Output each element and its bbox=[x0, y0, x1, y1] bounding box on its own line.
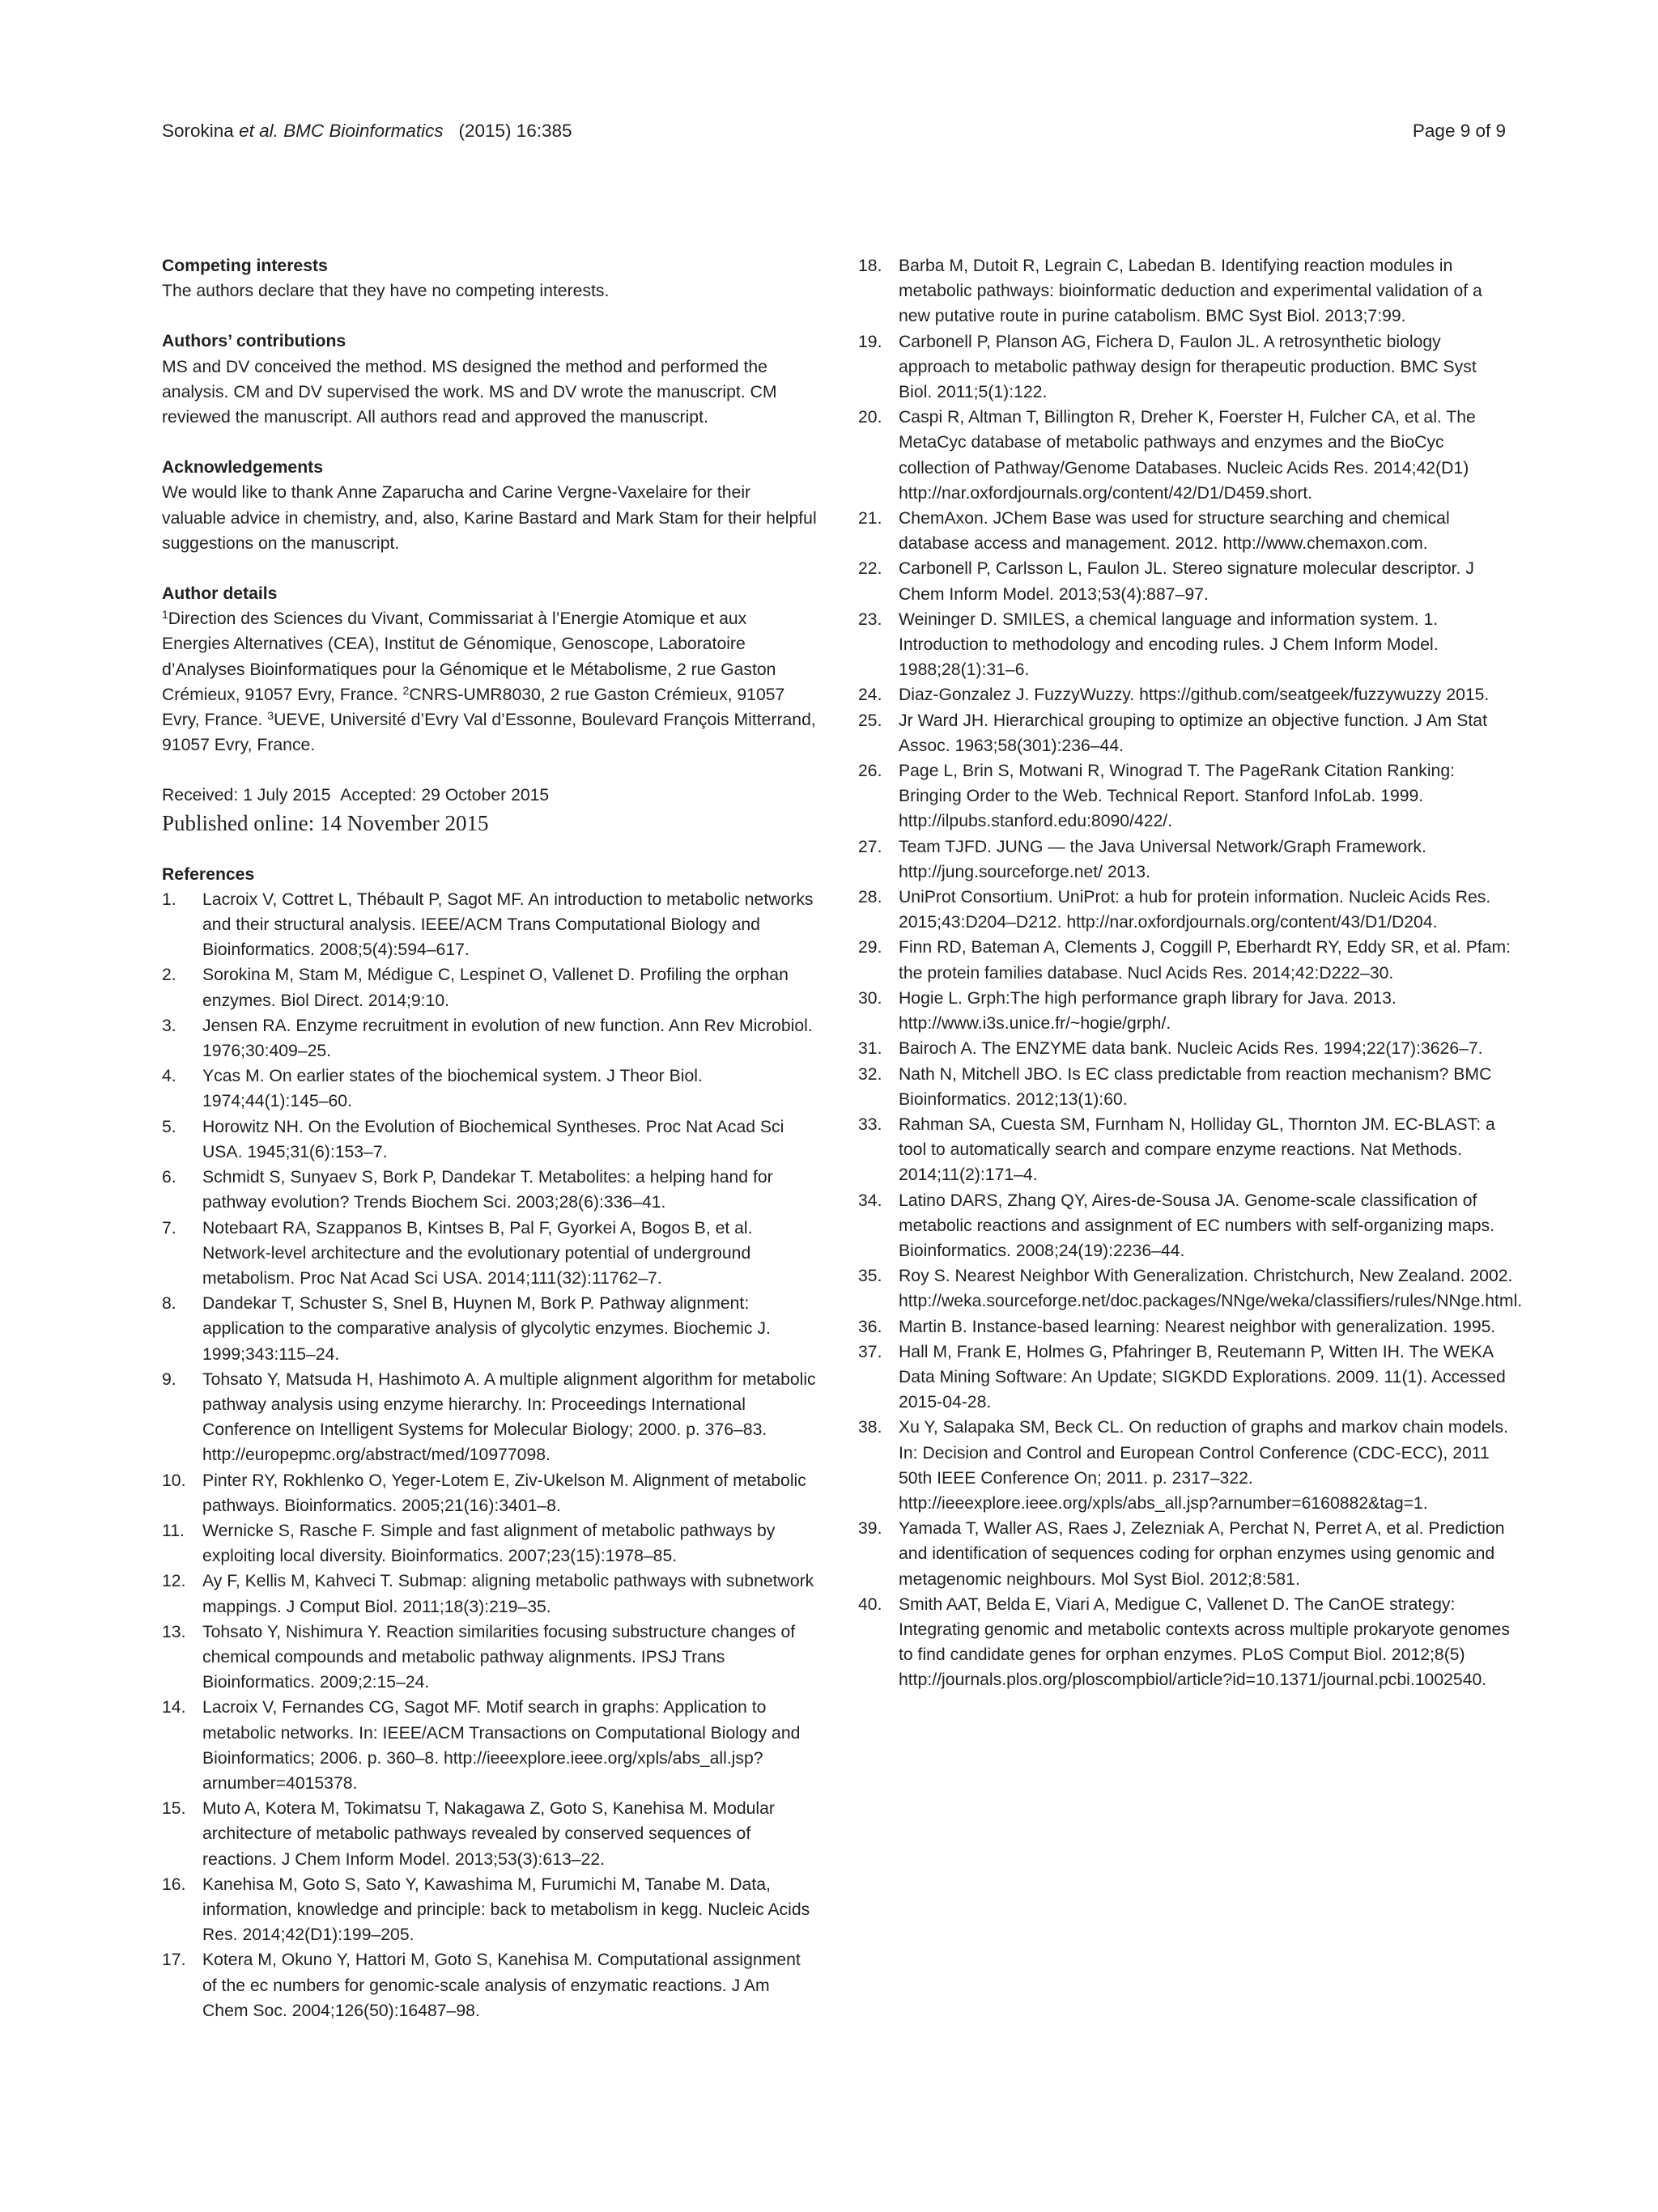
reference-text: Schmidt S, Sunyaev S, Bork P, Dandekar T. Metabolites: a helping hand for pathway evolution? Trends Biochem Sci. 2003;28(6):336–41. bbox=[202, 1168, 773, 1212]
authors-contributions-title: Authors’ contributions bbox=[162, 332, 346, 351]
affiliation-2: CNRS-UMR8030, 2 rue Gaston Crémieux, 91057 Evry, France. bbox=[162, 685, 785, 730]
affiliation-3-marker: 3 bbox=[267, 709, 274, 723]
header-journal: BMC Bioinformatics bbox=[283, 121, 444, 141]
reference-item bbox=[858, 1314, 1514, 1340]
reference-text: Kotera M, Okuno Y, Hattori M, Goto S, Kanehisa M. Computational assignment of the ec numbers for genomic-scale analysis of enzymatic reactions. J Am Chem Soc. 2004;126(50):16487–98. bbox=[202, 1951, 801, 2020]
reference-number: 6. bbox=[162, 1168, 176, 1187]
reference-item bbox=[858, 556, 1514, 606]
reference-item bbox=[858, 253, 1514, 329]
reference-number: 2. bbox=[162, 966, 176, 985]
affiliation-1-marker: 1 bbox=[162, 608, 168, 622]
reference-text: Rahman SA, Cuesta SM, Furnham N, Holliday GL, Thornton JM. EC-BLAST: a tool to automatically search and compare enzyme reactions. Nat Methods. 2014;11(2):171–4. bbox=[899, 1114, 1495, 1185]
reference-number: 13. bbox=[162, 1622, 186, 1641]
reference-text: Carbonell P, Carlsson L, Faulon JL. Stereo signature molecular descriptor. J Chem Inform Model. 2013;53(4):887–97. bbox=[899, 559, 1474, 604]
reference-text: Jr Ward JH. Hierarchical grouping to optimize an objective function. J Am Stat Assoc. 1963;58(301):236–44. bbox=[899, 711, 1487, 755]
acknowledgements-title: Acknowledgements bbox=[162, 458, 323, 478]
reference-number: 38. bbox=[858, 1418, 882, 1437]
reference-number: 12. bbox=[162, 1572, 186, 1591]
published-date: Published online: 14 November 2015 bbox=[162, 810, 489, 835]
article-dates bbox=[162, 783, 818, 837]
reference-text: Page L, Brin S, Motwani R, Winograd T. The PageRank Citation Ranking: Bringing Order to the Web. Technical Report. Stanford InfoLab. 1999. http://ilpubs.stanford.edu:8090/422/. bbox=[899, 762, 1455, 831]
reference-item bbox=[162, 1468, 818, 1518]
reference-item bbox=[162, 1165, 818, 1215]
reference-number: 1. bbox=[162, 889, 176, 909]
references-list-right bbox=[858, 253, 1523, 1693]
running-header bbox=[162, 115, 1506, 147]
reference-number: 30. bbox=[858, 988, 882, 1008]
reference-text: Roy S. Nearest Neighbor With Generalization. Christchurch, New Zealand. 2002. http://weka.sourceforge.net/doc.packages/NNge/weka/classifiers/rules/NNge.html. bbox=[899, 1267, 1523, 1311]
competing-interests-text: The authors declare that they have no competing interests. bbox=[162, 282, 610, 301]
reference-text: ChemAxon. JChem Base was used for structure searching and chemical database access and management. 2012. http://www.chemaxon.com. bbox=[899, 509, 1450, 554]
reference-number: 25. bbox=[858, 711, 882, 730]
affiliation-1: Direction des Sciences du Vivant, Commissariat à l’Energie Atomique et aux Energies Alternatives (CEA), Institut de Génomique, Genoscope, Laboratoire d’Analyses Bioinformatiques pour la Génomique et le Métabolisme, 2 rue Gaston Crémieux, 91057 Evry, France. bbox=[162, 609, 776, 704]
reference-item bbox=[858, 834, 1514, 885]
reference-item bbox=[162, 1518, 818, 1569]
reference-number: 28. bbox=[858, 888, 882, 907]
header-etal: et al. bbox=[239, 121, 278, 141]
reference-item bbox=[162, 1114, 818, 1165]
reference-text: Carbonell P, Planson AG, Fichera D, Faulon JL. A retrosynthetic biology approach to metabolic pathway design for therapeutic production. BMC Syst Biol. 2011;5(1):122. bbox=[899, 332, 1477, 402]
reference-text: Ycas M. On earlier states of the biochemical system. J Theor Biol. 1974;44(1):145–60. bbox=[202, 1067, 703, 1111]
reference-item bbox=[858, 1415, 1514, 1516]
reference-text: Barba M, Dutoit R, Legrain C, Labedan B. Identifying reaction modules in metabolic pathways: bioinformatic deduction and experimental validation of a new putative route in purine catabolism. BMC Syst Biol. 2013;7:99. bbox=[899, 257, 1482, 326]
right-column bbox=[858, 253, 1523, 1693]
reference-number: 33. bbox=[858, 1114, 882, 1134]
reference-number: 21. bbox=[858, 509, 882, 529]
reference-number: 29. bbox=[858, 938, 882, 957]
reference-item bbox=[858, 329, 1514, 405]
reference-number: 7. bbox=[162, 1218, 176, 1238]
reference-text: Finn RD, Bateman A, Clements J, Coggill P, Eberhardt RY, Eddy SR, et al. Pfam: the protein families database. Nucl Acids Res. 2014;42:D222–30. bbox=[899, 938, 1511, 983]
reference-text: Martin B. Instance-based learning: Nearest neighbor with generalization. 1995. bbox=[899, 1317, 1496, 1336]
reference-text: Wernicke S, Rasche F. Simple and fast alignment of metabolic pathways by exploiting local diversity. Bioinformatics. 2007;23(15):1978–85. bbox=[202, 1521, 776, 1566]
accepted-date: Accepted: 29 October 2015 bbox=[340, 786, 550, 805]
reference-item bbox=[858, 1340, 1514, 1416]
reference-number: 37. bbox=[858, 1342, 882, 1361]
reference-item bbox=[858, 1188, 1514, 1264]
acknowledgements-section bbox=[162, 455, 818, 556]
reference-number: 5. bbox=[162, 1117, 176, 1136]
authors-contributions-section bbox=[162, 329, 818, 430]
reference-number: 36. bbox=[858, 1317, 882, 1336]
reference-text: Lacroix V, Fernandes CG, Sagot MF. Motif search in graphs: Application to metabolic networks. In: IEEE/ACM Transactions on Computational Biology and Bioinformatics; 2006. p. 360–8. http://ieeexplore.ieee.org/xpls/abs_all.jsp?arnumber=4015378. bbox=[202, 1698, 801, 1793]
reference-text: Yamada T, Waller AS, Raes J, Zelezniak A, Perchat N, Perret A, et al. Prediction and identification of sequences coding for orphan enzymes using genomic and metagenomic neighbours. Mol Syst Biol. 2012;8:581. bbox=[899, 1519, 1505, 1589]
reference-text: Dandekar T, Schuster S, Snel B, Huynen M, Bork P. Pathway alignment: application to the comparative analysis of glycolytic enzymes. Biochemic J. 1999;343:115–24. bbox=[202, 1294, 771, 1364]
reference-text: Jensen RA. Enzyme recruitment in evolution of new function. Ann Rev Microbiol. 1976;30:409–25. bbox=[202, 1016, 813, 1061]
reference-number: 9. bbox=[162, 1369, 176, 1389]
reference-number: 24. bbox=[858, 686, 882, 705]
reference-item bbox=[162, 1367, 818, 1468]
reference-number: 27. bbox=[858, 837, 882, 856]
header-authors: Sorokina bbox=[162, 121, 234, 141]
reference-text: Horowitz NH. On the Evolution of Biochemical Syntheses. Proc Nat Acad Sci USA. 1945;31(6):153–7. bbox=[202, 1117, 784, 1161]
reference-text: Smith AAT, Belda E, Viari A, Medigue C, Vallenet D. The CanOE strategy: Integrating genomic and metabolic contexts across multiple prokaryote genomes to find candidate genes for orphan enzymes. PLoS Comput Biol. 2012;8(5) http://journals.plos.org/ploscompbiol/article?id=10.1371/journal.pcbi.1002540. bbox=[899, 1594, 1510, 1690]
reference-text: Lacroix V, Cottret L, Thébault P, Sagot MF. An introduction to metabolic networks and their structural analysis. IEEE/ACM Trans Computational Biology and Bioinformatics. 2008;5(4):594–617. bbox=[202, 889, 814, 960]
reference-text: Bairoch A. The ENZYME data bank. Nucleic Acids Res. 1994;22(17):3626–7. bbox=[899, 1039, 1483, 1059]
reference-number: 20. bbox=[858, 408, 882, 427]
reference-item bbox=[858, 986, 1514, 1036]
received-date: Received: 1 July 2015 bbox=[162, 786, 331, 805]
reference-item bbox=[858, 1112, 1514, 1188]
reference-number: 23. bbox=[858, 609, 882, 629]
reference-item bbox=[858, 405, 1514, 506]
reference-item bbox=[162, 1947, 818, 2023]
reference-number: 16. bbox=[162, 1874, 186, 1894]
reference-number: 3. bbox=[162, 1016, 176, 1035]
reference-item bbox=[162, 1216, 818, 1292]
left-column bbox=[162, 253, 818, 2023]
reference-item bbox=[858, 682, 1514, 707]
reference-number: 31. bbox=[858, 1039, 882, 1059]
reference-number: 19. bbox=[858, 332, 882, 351]
reference-item bbox=[858, 1062, 1514, 1112]
reference-number: 15. bbox=[162, 1799, 186, 1819]
reference-item bbox=[162, 1872, 818, 1948]
reference-number: 10. bbox=[162, 1471, 186, 1490]
reference-item bbox=[162, 1796, 818, 1872]
reference-item bbox=[858, 607, 1514, 683]
reference-text: Nath N, Mitchell JBO. Is EC class predictable from reaction mechanism? BMC Bioinformatics. 2012;13(1):60. bbox=[899, 1064, 1492, 1109]
competing-interests-title: Competing interests bbox=[162, 257, 328, 275]
reference-item bbox=[858, 758, 1514, 834]
reference-item bbox=[858, 935, 1514, 985]
reference-number: 32. bbox=[858, 1064, 882, 1084]
references-title: References bbox=[162, 864, 255, 884]
reference-item bbox=[858, 708, 1514, 758]
reference-number: 40. bbox=[858, 1594, 882, 1614]
reference-text: Kanehisa M, Goto S, Sato Y, Kawashima M, Furumichi M, Tanabe M. Data, information, knowledge and principle: back to metabolism in kegg. Nucleic Acids Res. 2014;42(D1):199–205. bbox=[202, 1874, 810, 1945]
page-number: Page 9 of 9 bbox=[1412, 121, 1506, 141]
reference-item bbox=[858, 506, 1514, 556]
reference-number: 35. bbox=[858, 1267, 882, 1286]
reference-number: 17. bbox=[162, 1951, 186, 1970]
reference-item bbox=[162, 1695, 818, 1796]
reference-item bbox=[162, 1013, 818, 1064]
reference-text: Pinter RY, Rokhlenko O, Yeger-Lotem E, Ziv-Ukelson M. Alignment of metabolic pathways. Bioinformatics. 2005;21(16):3401–8. bbox=[202, 1471, 806, 1515]
reference-item bbox=[858, 1263, 1523, 1314]
references-list-left bbox=[162, 887, 818, 2023]
author-details-section bbox=[162, 581, 818, 758]
reference-number: 14. bbox=[162, 1698, 186, 1717]
affiliation-3: UEVE, Université d’Evry Val d’Essonne, Boulevard François Mitterrand, 91057 Evry, France. bbox=[162, 711, 816, 755]
affiliation-2-marker: 2 bbox=[402, 683, 410, 697]
journal-citation bbox=[162, 115, 572, 147]
reference-item bbox=[858, 1516, 1514, 1592]
reference-number: 34. bbox=[858, 1191, 882, 1210]
reference-number: 18. bbox=[858, 257, 882, 275]
reference-item bbox=[858, 1036, 1514, 1061]
reference-text: Hall M, Frank E, Holmes G, Pfahringer B, Reutemann P, Witten IH. The WEKA Data Mining Software: An Update; SIGKDD Explorations. 2009. 11(1). Accessed 2015-04-28. bbox=[899, 1342, 1506, 1412]
authors-contributions-text: MS and DV conceived the method. MS designed the method and performed the analysis. CM and DV supervised the work. MS and DV wrote the manuscript. CM reviewed the manuscript. All authors read and approved the manuscript. bbox=[162, 357, 777, 427]
received-accepted-line bbox=[162, 783, 818, 808]
reference-item bbox=[858, 885, 1514, 935]
reference-number: 39. bbox=[858, 1519, 882, 1539]
reference-text: Diaz-Gonzalez J. FuzzyWuzzy. https://github.com/seatgeek/fuzzywuzzy 2015. bbox=[899, 686, 1490, 705]
reference-text: Caspi R, Altman T, Billington R, Dreher K, Foerster H, Fulcher CA, et al. The MetaCyc database of metabolic pathways and enzymes and the BioCyc collection of Pathway/Genome Databases. Nucleic Acids Res. 2014;42(D1) http://nar.oxfordjournals.org/content/42/D1/D459.short. bbox=[899, 408, 1476, 503]
reference-text: Team TJFD. JUNG — the Java Universal Network/Graph Framework. http://jung.sourceforge.net/ 2013. bbox=[899, 837, 1426, 881]
reference-text: Muto A, Kotera M, Tokimatsu T, Nakagawa Z, Goto S, Kanehisa M. Modular architecture of metabolic pathways revealed by conserved sequences of reactions. J Chem Inform Model. 2013;53(3):613–22. bbox=[202, 1799, 775, 1869]
reference-text: Xu Y, Salapaka SM, Beck CL. On reduction of graphs and markov chain models. In: Decision and Control and European Control Conference (CDC-ECC), 2011 50th IEEE Conference On; 2011. p. 2317–322. http://ieeexplore.ieee.org/xpls/abs_all.jsp?arnumber=6160882&tag=1. bbox=[899, 1418, 1508, 1513]
reference-item bbox=[162, 962, 818, 1013]
reference-text: Tohsato Y, Matsuda H, Hashimoto A. A multiple alignment algorithm for metabolic pathway analysis using enzyme hierarchy. In: Proceedings International Conference on Intelligent Systems for Molecular Biology; 2000. p. 376–83. http://europepmc.org/abstract/med/10977098. bbox=[202, 1369, 816, 1465]
reference-number: 26. bbox=[858, 762, 882, 781]
reference-number: 4. bbox=[162, 1067, 176, 1086]
reference-text: Ay F, Kellis M, Kahveci T. Submap: aligning metabolic pathways with subnetwork mappings. J Comput Biol. 2011;18(3):219–35. bbox=[202, 1572, 814, 1616]
reference-item bbox=[162, 1620, 818, 1696]
acknowledgements-text: We would like to thank Anne Zaparucha and Carine Vergne-Vaxelaire for their valuable advice in chemistry, and, also, Karine Bastard and Mark Stam for their helpful suggestions on the manuscript. bbox=[162, 483, 817, 553]
reference-text: Tohsato Y, Nishimura Y. Reaction similarities focusing substructure changes of chemical compounds and metabolic pathway alignments. IPSJ Trans Bioinformatics. 2009;2:15–24. bbox=[202, 1622, 796, 1692]
reference-text: Hogie L. Grph:The high performance graph library for Java. 2013. http://www.i3s.unice.fr/~hogie/grph/. bbox=[899, 988, 1397, 1034]
reference-number: 22. bbox=[858, 559, 882, 579]
reference-text: UniProt Consortium. UniProt: a hub for protein information. Nucleic Acids Res. 2015;43:D204–D212. http://nar.oxfordjournals.org/content/43/D1/D204. bbox=[899, 888, 1491, 932]
reference-text: Notebaart RA, Szappanos B, Kintses B, Pal F, Gyorkei A, Bogos B, et al. Network-level architecture and the evolutionary potential of underground metabolism. Proc Nat Acad Sci USA. 2014;111(32):11762–7. bbox=[202, 1218, 753, 1288]
reference-item bbox=[162, 1569, 818, 1619]
reference-item bbox=[858, 1592, 1514, 1693]
author-details-title: Author details bbox=[162, 584, 278, 604]
header-citation: (2015) 16:385 bbox=[458, 121, 572, 141]
reference-text: Weininger D. SMILES, a chemical language and information system. 1. Introduction to methodology and encoding rules. J Chem Inform Model. 1988;28(1):31–6. bbox=[899, 609, 1439, 680]
reference-text: Sorokina M, Stam M, Médigue C, Lespinet O, Vallenet D. Profiling the orphan enzymes. Biol Direct. 2014;9:10. bbox=[202, 966, 789, 1010]
competing-interests-section bbox=[162, 253, 818, 304]
reference-item bbox=[162, 1291, 818, 1367]
reference-item bbox=[162, 1064, 818, 1114]
reference-item bbox=[162, 887, 818, 963]
reference-text: Latino DARS, Zhang QY, Aires-de-Sousa JA. Genome-scale classification of metabolic reactions and assignment of EC numbers with self-organizing maps. Bioinformatics. 2008;24(19):2236–44. bbox=[899, 1191, 1495, 1260]
author-details-text bbox=[162, 606, 818, 758]
reference-number: 11. bbox=[162, 1521, 185, 1540]
reference-number: 8. bbox=[162, 1294, 176, 1314]
